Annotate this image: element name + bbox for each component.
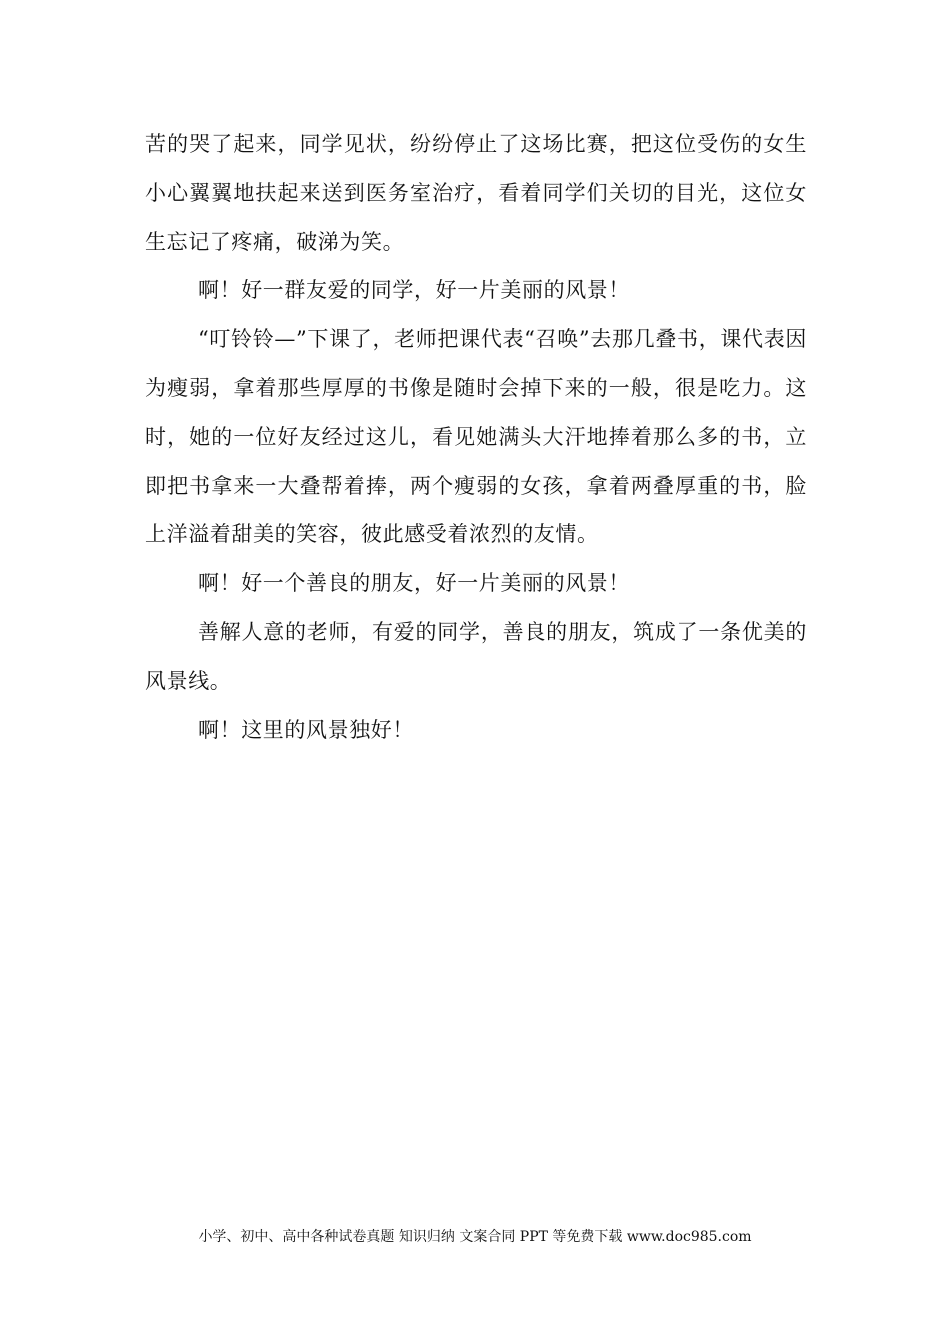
paragraph-1: 苦的哭了起来，同学见状，纷纷停止了这场比赛，把这位受伤的女生小心翼翼地扶起来送到医务室治疗，看着同学们关切的目光，这位女生忘记了疼痛，破涕为笑。 <box>145 132 807 254</box>
paragraph-3: “叮铃铃—”下课了，老师把课代表“召唤”去那几叠书，课代表因为瘦弱，拿着那些厚厚的书像是随时会掉下来的一般，很是吃力。这时，她的一位好友经过这儿，看见她满头大汗地捧着那么多的书，立即把书拿来一大叠帮着捧，两个瘦弱的女孩，拿着两叠厚重的书，脸上洋溢着甜美的笑容，彼此感受着浓烈的友情。 <box>145 327 807 547</box>
paragraph-2: 啊！好一群友爱的同学，好一片美丽的风景！ <box>198 278 630 303</box>
paragraph-4: 啊！好一个善良的朋友，好一片美丽的风景！ <box>198 571 630 596</box>
paragraph-5: 善解人意的老师，有爱的同学，善良的朋友，筑成了一条优美的风景线。 <box>145 619 807 693</box>
paragraph-6: 啊！这里的风景独好！ <box>198 717 414 742</box>
essay-body <box>145 120 807 754</box>
page-footer: 小学、初中、高中各种试卷真题 知识归纳 文案合同 PPT 等免费下载 www.doc985.com <box>198 1229 752 1245</box>
